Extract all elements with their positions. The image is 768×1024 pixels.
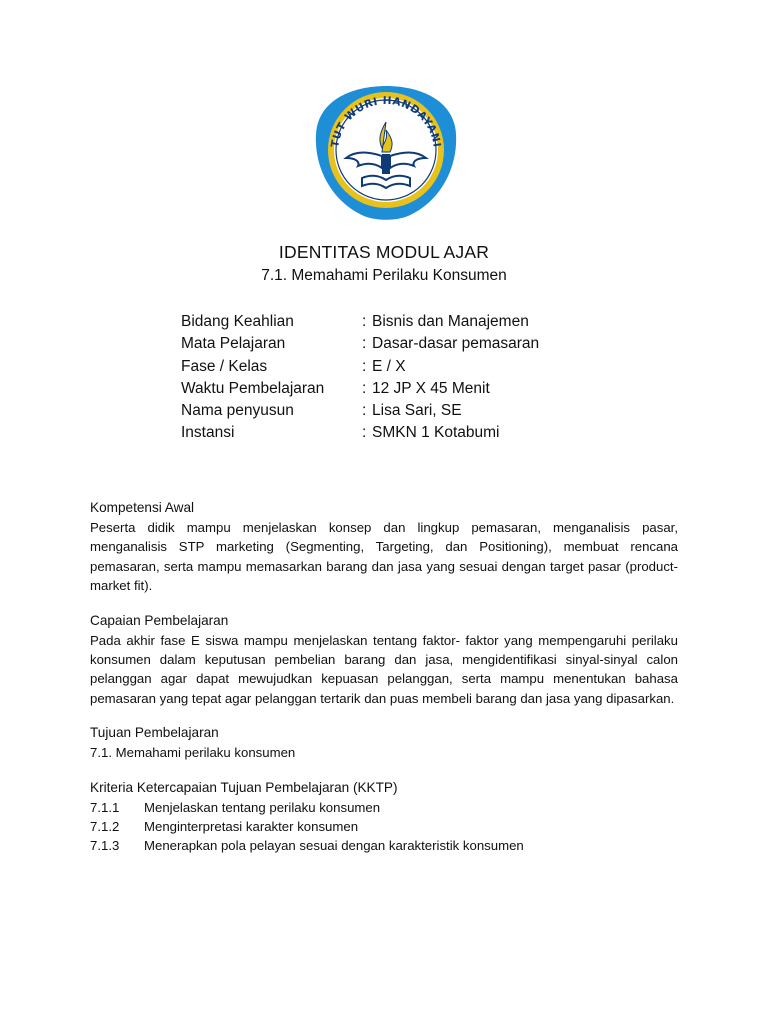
kktp-number: 7.1.3	[90, 838, 120, 854]
section-heading: Kriteria Ketercapaian Tujuan Pembelajaran (KKTP)	[90, 779, 398, 795]
page-subtitle: 7.1. Memahami Perilaku Konsumen	[261, 267, 507, 284]
kktp-number: 7.1.1	[90, 799, 120, 815]
kktp-list-item	[90, 817, 678, 836]
kktp-text: Menjelaskan tentang perilaku konsumen	[144, 799, 381, 815]
tut-wuri-handayani-logo	[312, 82, 460, 222]
section-paragraph: Peserta didik mampu menjelaskan konsep dan lingkup pemasaran, menganalisis pasar, menganalisis STP marketing (Segmenting, Targeting, dan Positioning), membuat rencana pemasaran, serta mampu memasarkan barang dan jasa yang sesuai dengan target pasar (product-market fit).	[90, 520, 678, 594]
section-capaian-pembelajaran	[90, 611, 678, 709]
identity-row	[181, 378, 601, 400]
identity-row	[181, 356, 601, 378]
identity-colon: :	[362, 424, 367, 442]
section-paragraph: Pada akhir fase E siswa mampu menjelaskan tentang faktor- faktor yang mempengaruhi perilaku konsumen dalam keputusan pembelian barang dan jasa, mengidentifikasi sinyal-sinyal calon pelanggan agar dapat mewujudkan kepuasan pelanggan, serta mampu menentukan bahasa pemasaran yang tepat agar pelanggan tertarik dan puas membeli barang dan jasa yang dipasarkan.	[90, 632, 678, 706]
section-tujuan-pembelajaran	[90, 723, 678, 762]
kktp-text: Menginterpretasi karakter konsumen	[144, 819, 359, 835]
kktp-list-item	[90, 836, 678, 855]
section-heading: Tujuan Pembelajaran	[90, 725, 219, 741]
section-kktp	[90, 778, 678, 856]
section-heading: Kompetensi Awal	[90, 500, 195, 515]
identity-colon: :	[362, 402, 367, 420]
module-content	[90, 498, 678, 871]
logo-motto-text: TUT WURI HANDAYANI	[329, 94, 443, 149]
identity-label: Bidang Keahlian	[181, 313, 294, 330]
identity-value: Bisnis dan Manajemen	[372, 313, 529, 330]
identity-colon: :	[362, 335, 367, 353]
kktp-text: Menerapkan pola pelayan sesuai dengan karakteristik konsumen	[144, 838, 524, 854]
identity-table	[181, 311, 601, 445]
section-kompetensi-awal	[90, 498, 678, 596]
identity-label: Mata Pelajaran	[181, 335, 286, 353]
identity-row	[181, 422, 601, 444]
identity-value: SMKN 1 Kotabumi	[372, 424, 500, 442]
identity-label: Instansi	[181, 424, 235, 442]
page-title: IDENTITAS MODUL AJAR	[278, 242, 490, 262]
identity-label: Nama penyusun	[181, 402, 294, 420]
identity-label: Fase / Kelas	[181, 357, 268, 375]
logo-emblem-icon	[312, 82, 460, 222]
section-heading: Capaian Pembelajaran	[90, 612, 229, 628]
section-paragraph: 7.1. Memahami perilaku konsumen	[90, 745, 296, 761]
identity-label: Waktu Pembelajaran	[181, 379, 325, 397]
identity-colon: :	[362, 357, 367, 375]
identity-colon: :	[362, 313, 367, 330]
identity-row	[181, 311, 601, 333]
kktp-list-item	[90, 798, 678, 817]
identity-value: E / X	[372, 357, 406, 375]
kktp-number: 7.1.2	[90, 819, 120, 835]
identity-colon: :	[362, 379, 367, 397]
identity-row	[181, 400, 601, 422]
identity-value: Lisa Sari, SE	[372, 402, 462, 420]
identity-row	[181, 333, 601, 355]
identity-value: 12 JP X 45 Menit	[372, 379, 490, 397]
identity-value: Dasar-dasar pemasaran	[372, 335, 540, 353]
